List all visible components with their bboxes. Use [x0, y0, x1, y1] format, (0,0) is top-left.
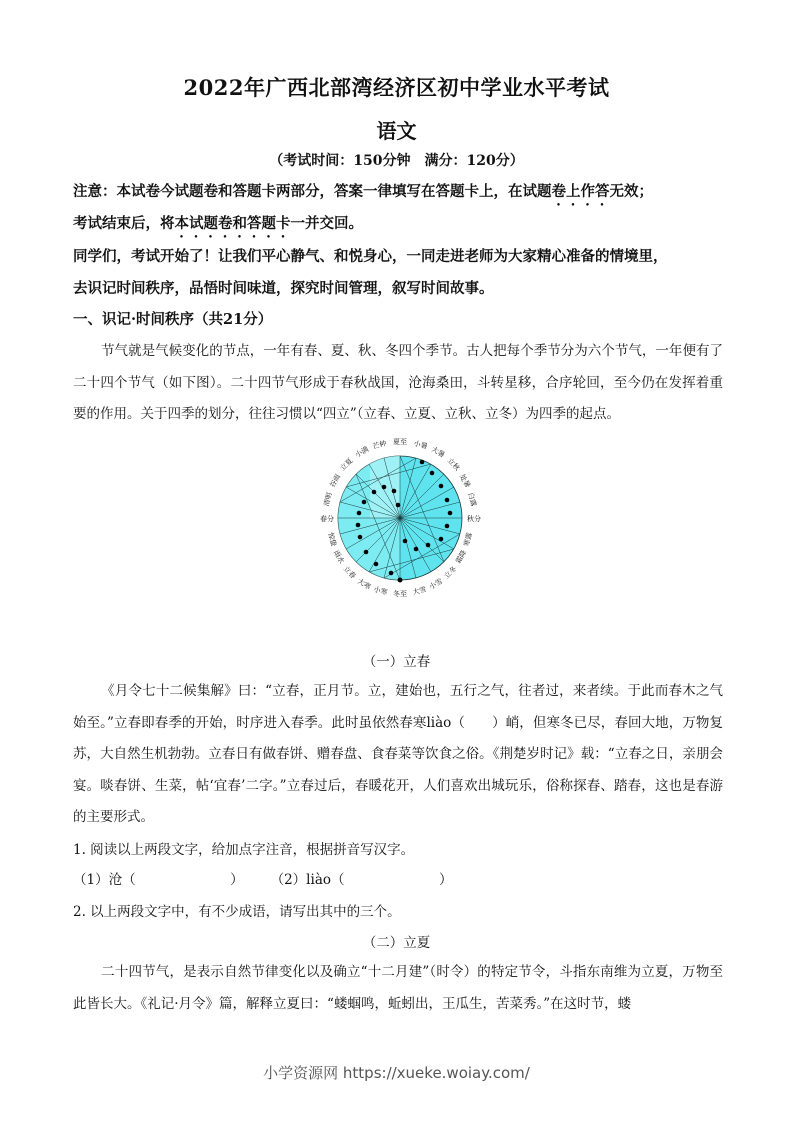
footer-watermark: 小学资源网 https://xueke.woiay.com/	[263, 1064, 530, 1082]
subsection-1-heading: （一）立春	[362, 654, 431, 670]
notice-line-2	[73, 212, 363, 241]
term-label: 处暑	[457, 472, 472, 490]
term-label: 清明	[322, 491, 334, 508]
term-label: 小寒	[372, 585, 389, 597]
term-label: 寒露	[462, 531, 474, 548]
term-label: 雨水	[331, 548, 346, 566]
subject-title: 语文	[376, 119, 417, 143]
subsection-2-paragraph	[73, 957, 723, 1020]
term-label: 立夏	[338, 456, 355, 473]
term-label: 白露	[466, 491, 478, 508]
term-label: 大雪	[411, 585, 428, 597]
exam-info: （考试时间：150分钟 满分：120分）	[269, 153, 524, 169]
term-label: 立秋	[445, 456, 462, 473]
intro-line-1: 同学们，考试开始了！让我们平心静气、和悦身心，一同走进老师为大家精心准备的情境里，	[73, 248, 668, 265]
question-1-blanks: （1）沧（ ） （2）liào（ ）	[73, 872, 453, 888]
subsection-2-heading: （二）立夏	[362, 935, 431, 951]
solar-terms-wheel	[310, 430, 490, 605]
notice-emphasis: 卷上作答	[551, 183, 610, 200]
term-label: 大寒	[355, 577, 373, 592]
section-1-paragraph	[73, 336, 723, 431]
question-1: 1. 阅读以上两段文字，给加点字注音，根据拼音写汉字。	[73, 842, 415, 858]
term-label: 大暑	[429, 445, 447, 460]
term-label: 春分	[320, 515, 334, 523]
term-label: 秋分	[467, 515, 481, 523]
term-label: 冬至	[393, 590, 407, 598]
paragraph-text: 节气就是气候变化的节点，一年有春、夏、秋、冬四个季节。古人把每个季节分为六个节气，一年便有了二十四个节气（如下图）。二十四节气形成于春秋战国，沧海桑田，斗转星移，合序轮回，至今仍在发挥着重要的作用。关于四季的划分，往往习惯以“四立”（立春、立夏、立秋、立冬）为四季的起点。	[73, 343, 723, 422]
subsection-1-paragraph	[73, 676, 723, 834]
term-label: 立冬	[442, 564, 459, 581]
term-label: 惊蛰	[326, 531, 338, 548]
notice-text: 无效；	[609, 183, 653, 200]
exam-title: 2022年广西北部湾经济区初中学业水平考试	[183, 75, 610, 100]
intro-line-2: 去识记时间秩序，品悟时间味道，探究时间管理，叙写时间故事。	[73, 280, 494, 297]
solar-terms-diagram	[310, 430, 490, 605]
term-label: 立春	[341, 564, 358, 581]
term-label: 霜降	[454, 548, 469, 566]
question-2: 2. 以上两段文字中，有不少成语，请写出其中的三个。	[73, 904, 401, 920]
notice-line-1	[73, 180, 653, 209]
section-1-heading: 一、识记·时间秩序（共21分）	[73, 311, 273, 328]
notice-text: 注意：本试卷今试题卷和答题卡两部分，答案一律填写在答题卡上，在试题	[73, 183, 552, 200]
notice-text: 考试结束后，将	[73, 215, 175, 232]
notice-text: 一并交回。	[290, 215, 363, 232]
term-label: 芒种	[371, 439, 388, 451]
term-label: 夏至	[393, 438, 407, 446]
term-label: 小满	[353, 445, 371, 460]
paragraph-text: 《月令七十二候集解》曰：“立春，正月节。立，建始也，五行之气，往者过，来者续。于此而春木之气始至。”立春即春季的开始，时序进入春季。此时虽依然春寒liào（ ）峭，但寒冬已尽，春回大地，万物复苏，大自然生机勃勃。立春日有做春饼、赠春盘、食春菜等饮食之俗。《荆楚岁时记》载：“立春之日，亲朋会宴。啖春饼、生菜，帖‘宜春’二字。”立春过后，春暖花开，人们喜欢出城玩乐，俗称探春、踏春，这也是春游的主要形式。	[73, 683, 723, 825]
paragraph-text: 二十四节气，是表示自然节律变化以及确立“十二月建”（时令）的特定节令，斗指东南维为立夏，万物至此皆长大。《礼记·月令》篇，解释立夏曰：“蝼蝈鸣，蚯蚓出，王瓜生，苦菜秀。”在这时节，蝼	[73, 964, 723, 1012]
term-label: 小雪	[427, 577, 445, 592]
term-label: 小暑	[412, 439, 429, 451]
term-label: 谷雨	[328, 472, 343, 490]
notice-emphasis: 本试题卷和答题卡	[174, 215, 291, 232]
